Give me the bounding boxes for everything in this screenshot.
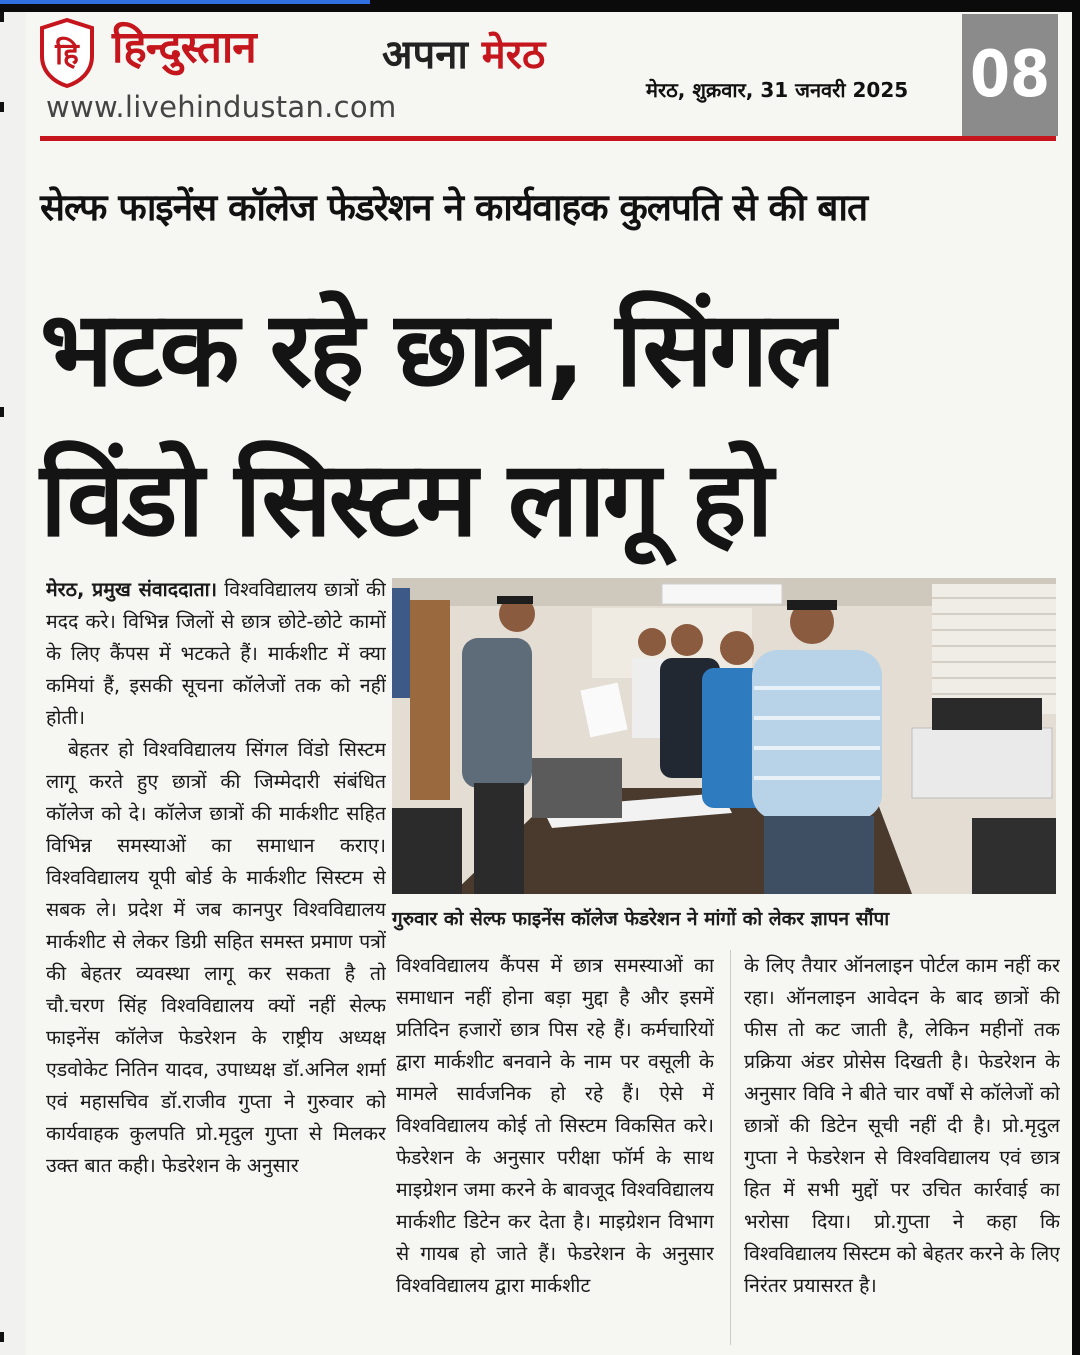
- col1-para1: विश्वविद्यालय छात्रों की मदद करे। विभिन्न जिलों से छात्र छोटे-छोटे कामों के लिए कैंपस में भटकते हैं। मार्कशीट में क्या कमियां हैं, इसकी सूचना कॉलेजों तक को नहीं होती।: [46, 578, 386, 729]
- brand-name: हिन्दुस्तान: [112, 22, 256, 73]
- website-url: www.livehindustan.com: [46, 90, 397, 124]
- section-tag-part1: अपना: [382, 32, 468, 78]
- article-kicker: सेल्फ फाइनेंस कॉलेज फेडरेशन ने कार्यवाहक कुलपति से की बात: [40, 186, 868, 229]
- headline-line-1: भटक रहे छात्र, सिंगल: [40, 288, 833, 410]
- hindustan-logo-icon: [38, 18, 96, 88]
- dateline: मेरठ, शुक्रवार, 31 जनवरी 2025: [646, 78, 909, 102]
- top-accent-bar: [0, 0, 370, 4]
- article-column-1: [46, 574, 386, 1349]
- byline: मेरठ, प्रमुख संवाददाता।: [46, 578, 218, 601]
- col3-text: के लिए तैयार ऑनलाइन पोर्टल काम नहीं कर रहा। ऑनलाइन आवेदन के बाद छात्रों की फीस तो कट जाती है, लेकिन महीनों तक प्रक्रिया अंडर प्रोसेस दिखती है। फेडरेशन के अनुसार विवि ने बीते चार वर्षों से कॉलेजों को छात्रों की डिटेन सूची नहीं दी है। प्रो.मृदुल गुप्ता ने फेडरेशन से विश्वविद्यालय एवं छात्र हित में सभी मुद्दों पर उचित कार्रवाई का भरोसा दिया। प्रो.गुप्ता ने कहा कि विश्वविद्यालय सिस्टम को बेहतर करने के लिए निरंतर प्रयासरत है।: [744, 954, 1060, 1297]
- logo-glyph: हि: [55, 37, 79, 72]
- left-frame-margin: [0, 12, 26, 1355]
- article-column-3: [744, 950, 1060, 1350]
- section-tag-part2: मेरठ: [481, 32, 546, 78]
- section-tag: [382, 30, 545, 80]
- article-column-2: [396, 950, 714, 1350]
- col1-para2: बेहतर हो विश्वविद्यालय सिंगल विंडो सिस्टम लागू करते हुए छात्रों की जिम्मेदारी संबंधित कॉलेज को दे। कॉलेज छात्रों की मार्कशीट सहित विभिन्न समस्याओं का समाधान कराए। विश्वविद्यालय यूपी बोर्ड के मार्कशीट सिस्टम से सबक ले। प्रदेश में जब कानपुर विश्वविद्यालय मार्कशीट से लेकर डिग्री सहित समस्त प्रमाण पत्रों की बेहतर व्यवस्था लागू कर सकता है तो चौ.चरण सिंह विश्वविद्यालय क्यों नहीं सेल्फ फाइनेंस कॉलेज फेडरेशन के राष्ट्रीय अध्यक्ष एडवोकेट नितिन यादव, उपाध्यक्ष डॉ.अनिल शर्मा एवं महासचिव डॉ.राजीव गुप्ता ने गुरुवार को कार्यवाहक कुलपति प्रो.मृदुल गुप्ता से मिलकर उक्त बात कही। फेडरेशन के अनुसार: [46, 738, 386, 1177]
- col2-text: विश्वविद्यालय कैंपस में छात्र समस्याओं का समाधान नहीं होना बड़ा मुद्दा है और इसमें प्रतिदिन हजारों छात्र पिस रहे हैं। कर्मचारियों द्वारा मार्कशीट बनवाने के नाम पर वसूली के मामले सार्वजनिक हो रहे हैं। ऐसे में विश्वविद्यालय कोई तो सिस्टम विकसित करे। फेडरेशन के अनुसार परीक्षा फॉर्म के साथ माइग्रेशन जमा करने के बावजूद विश्वविद्यालय मार्कशीट डिटेन कर देता है। माइग्रेशन विभाग से गायब हो जाते हैं। फेडरेशन के अनुसार विश्वविद्यालय द्वारा मार्कशीट: [396, 954, 714, 1297]
- headline-line-2: विंडो सिस्टम लागू हो: [40, 438, 771, 560]
- newspaper-page: [26, 12, 1072, 1355]
- masthead-rule: [40, 136, 1056, 141]
- column-divider: [730, 950, 731, 1345]
- page-number: 08: [962, 14, 1058, 136]
- news-photo: [392, 578, 1056, 894]
- photo-caption: गुरुवार को सेल्फ फाइनेंस कॉलेज फेडरेशन ने मांगों को लेकर ज्ञापन सौंपा: [392, 908, 890, 930]
- article-headline: [40, 274, 1060, 574]
